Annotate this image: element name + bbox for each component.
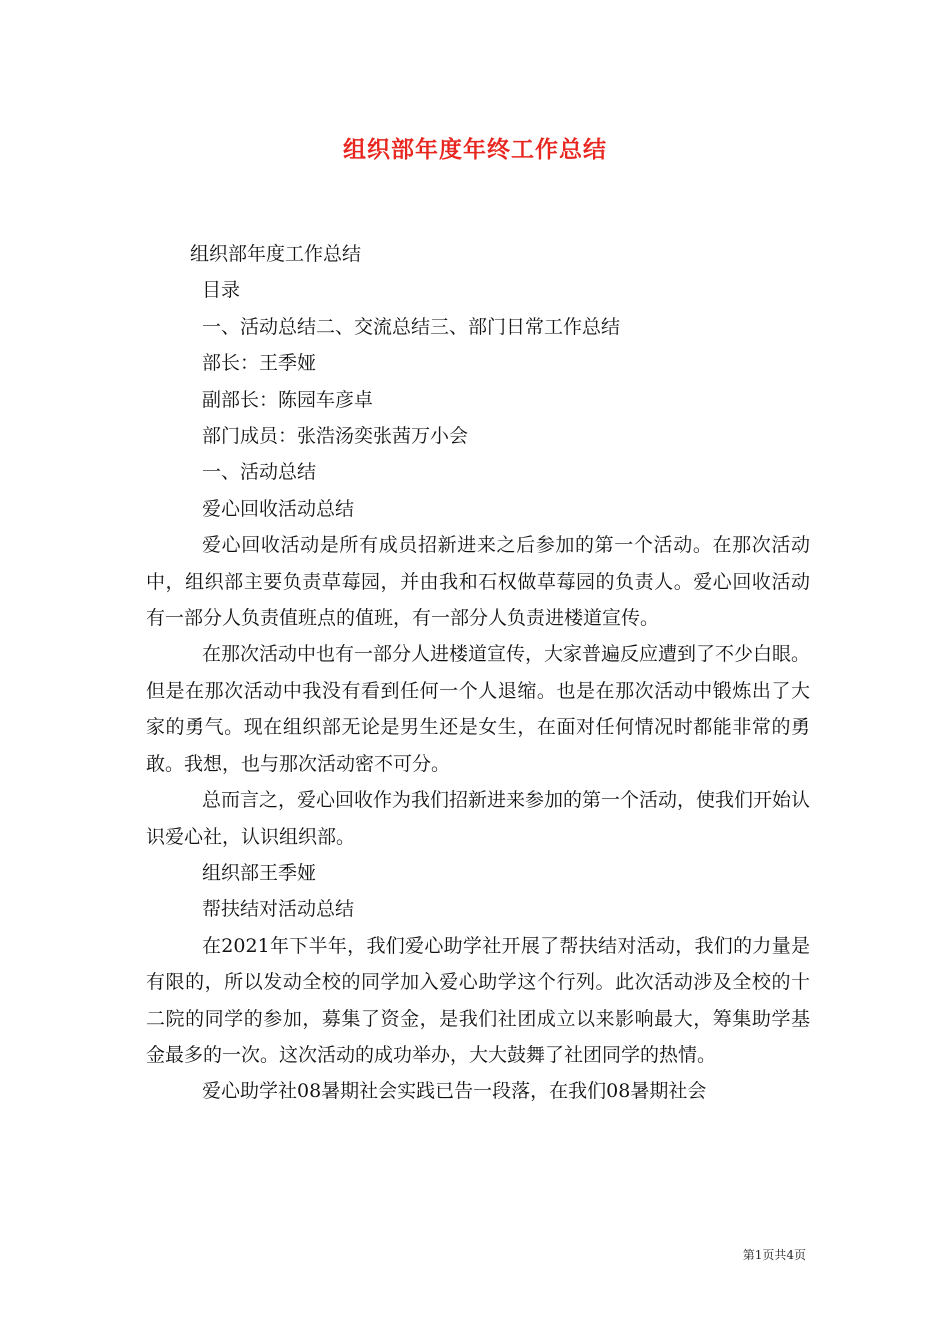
toc-heading: 目录 [202, 279, 241, 302]
signature-line: 组织部王季娅 [202, 861, 317, 884]
paragraph: 在2021年下半年，我们爱心助学社开展了帮扶结对活动，我们的力量是有限的，所以发动全校的同学加入爱心助学这个行列。此次活动涉及全校的十二院的同学的参加，募集了资金，是我们社团成立以来影响最大，筹集助学基金最多的一次。这次活动的成功举办，大大鼓舞了社团同学的热情。 [146, 934, 810, 1066]
page-number-footer: 第1页共4页 [742, 1248, 806, 1262]
paragraph: 总而言之，爱心回收作为我们招新进来参加的第一个活动，使我们开始认识爱心社，认识组织部。 [146, 789, 811, 848]
toc-entries: 一、活动总结二、交流总结三、部门日常工作总结 [202, 315, 621, 338]
subsection-heading-pairing: 帮扶结对活动总结 [202, 898, 355, 921]
paragraph: 爱心回收活动是所有成员招新进来之后参加的第一个活动。在那次活动中，组织部主要负责草莓园，并由我和石权做草莓园的负责人。爱心回收活动有一部分人负责值班点的值班，有一部分人负责进楼道宣传。 [146, 534, 810, 630]
paragraph: 爱心助学社08暑期社会实践已告一段落，在我们08暑期社会 [202, 1080, 707, 1103]
deputy-heads: 副部长：陈园车彦卓 [202, 388, 374, 411]
paragraph: 在那次活动中也有一部分人进楼道宣传，大家普遍反应遭到了不少白眼。但是在那次活动中我没有看到任何一个人退缩。也是在那次活动中锻炼出了大家的勇气。现在组织部无论是男生还是女生，在面对任何情况时都能非常的勇敢。我想，也与那次活动密不可分。 [146, 643, 811, 775]
subtitle-line: 组织部年度工作总结 [190, 243, 362, 265]
document-body [146, 236, 810, 1110]
section-heading-activities: 一、活动总结 [202, 461, 317, 484]
document-title: 组织部年度年终工作总结 [343, 136, 607, 163]
subsection-heading-recycling: 爱心回收活动总结 [202, 497, 355, 520]
head-of-department: 部长：王季娅 [202, 352, 317, 375]
department-members: 部门成员：张浩汤奕张茜万小会 [202, 425, 469, 448]
